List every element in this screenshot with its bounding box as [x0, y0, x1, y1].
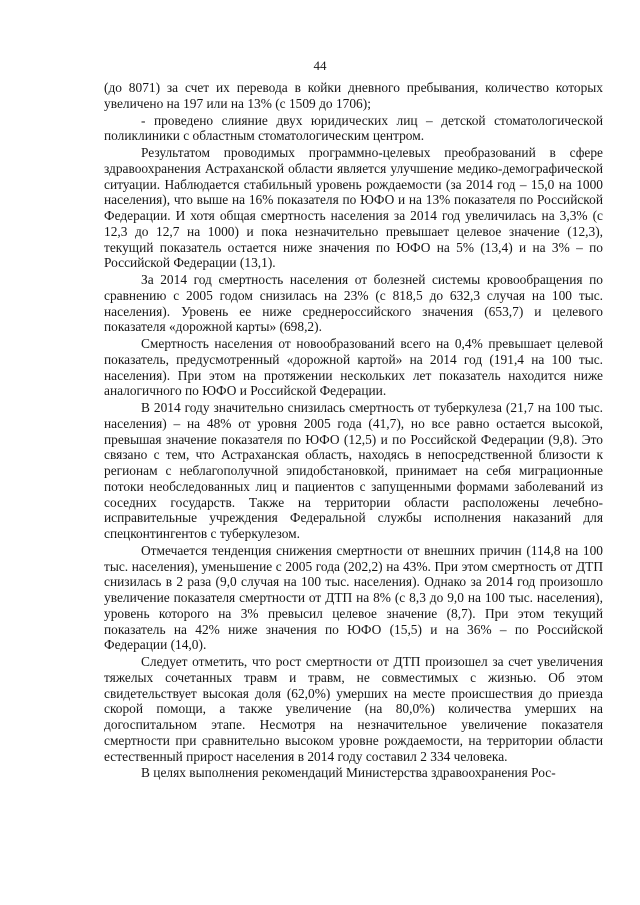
body-text: [104, 80, 603, 782]
paragraph-6: В 2014 году значительно снизилась смертность от туберкулеза (21,7 на 100 тыс. населения) – на 48% от уровня 2005 года (41,7), но все равно остается высокой, превышая значение показателя по ЮФО (12,5) и по Российской Федерации (9,8). Это связано с тем, что Астраханская область, находясь в непосредственной близости к регионам с неблагополучной эпидобстановкой, принимает на себя миграционные потоки необследованных лиц и пациентов с запущенными формами заболеваний из соседних государств. Также на территории области расположены лечебно-исправительные учреждения Федеральной службы исполнения наказаний для спецконтингентов с туберкулезом.: [104, 400, 603, 541]
paragraph-4: За 2014 год смертность населения от болезней системы кровообращения по сравнению с 2005 годом снизилась на 23% (с 818,5 до 632,3 случая на 100 тыс. населения). Уровень ее ниже среднероссийского значения (653,7) и целевого показателя «дорожной карты» (698,2).: [104, 272, 603, 335]
paragraph-8: Следует отметить, что рост смертности от ДТП произошел за счет увеличения тяжелых сочетанных травм и травм, не совместимых с жизнью. Об этом свидетельствует высокая доля (62,0%) умерших на месте происшествия до приезда скорой помощи, а также увеличение (на 80,0%) количества умерших на догоспитальном этапе. Несмотря на незначительное увеличение показателя смертности при сравнительно высоком уровне рождаемости, на территории области естественный прирост населения в 2014 году составил 2 334 человека.: [104, 654, 603, 764]
paragraph-3: Результатом проводимых программно-целевых преобразований в сфере здравоохранения Астраханской области является улучшение медико-демографической ситуации. Наблюдается стабильный уровень рождаемости (за 2014 год – 15,0 на 1000 населения), что выше на 16% показателя по ЮФО и на 13% показателя по Российской Федерации. И хотя общая смертность населения за 2014 год увеличилась на 3,3% (с 12,3 до 12,7 на 1000) и пока незначительно превышает целевое значение (12,3), текущий показатель остается ниже значения по ЮФО на 5% (13,4) и на 3% – по Российской Федерации (13,1).: [104, 145, 603, 271]
paragraph-1: (до 8071) за счет их перевода в койки дневного пребывания, количество которых увеличено на 197 или на 13% (с 1509 до 1706);: [104, 80, 603, 111]
paragraph-9: В целях выполнения рекомендаций Министерства здравоохранения Рос-: [141, 765, 556, 781]
paragraph-5: Смертность населения от новообразований всего на 0,4% превышает целевой показатель, предусмотренный «дорожной картой» на 2014 год (191,4 на 100 тыс. населения). При этом на протяжении нескольких лет показатель находится ниже аналогичного по ЮФО и Российской Федерации.: [104, 336, 603, 399]
paragraph-7: Отмечается тенденция снижения смертности от внешних причин (114,8 на 100 тыс. населения), уменьшение с 2005 года (202,2) на 43%. При этом смертность от ДТП снизилась в 2 раза (9,0 случая на 100 тыс. населения). Однако за 2014 год произошло увеличение показателя смертности от ДТП на 8% (с 8,3 до 9,0 на 100 тыс. населения), уровень которого на 3% превысил целевое значение (8,7). При этом текущий показатель на 42% ниже значения по ЮФО (15,5) и на 36% – по Российской Федерации (14,0).: [104, 542, 603, 653]
paragraph-2: - проведено слияние двух юридических лиц – детской стоматологической поликлиники с областным стоматологическим центром.: [104, 112, 603, 144]
page-number: 44: [313, 58, 327, 73]
